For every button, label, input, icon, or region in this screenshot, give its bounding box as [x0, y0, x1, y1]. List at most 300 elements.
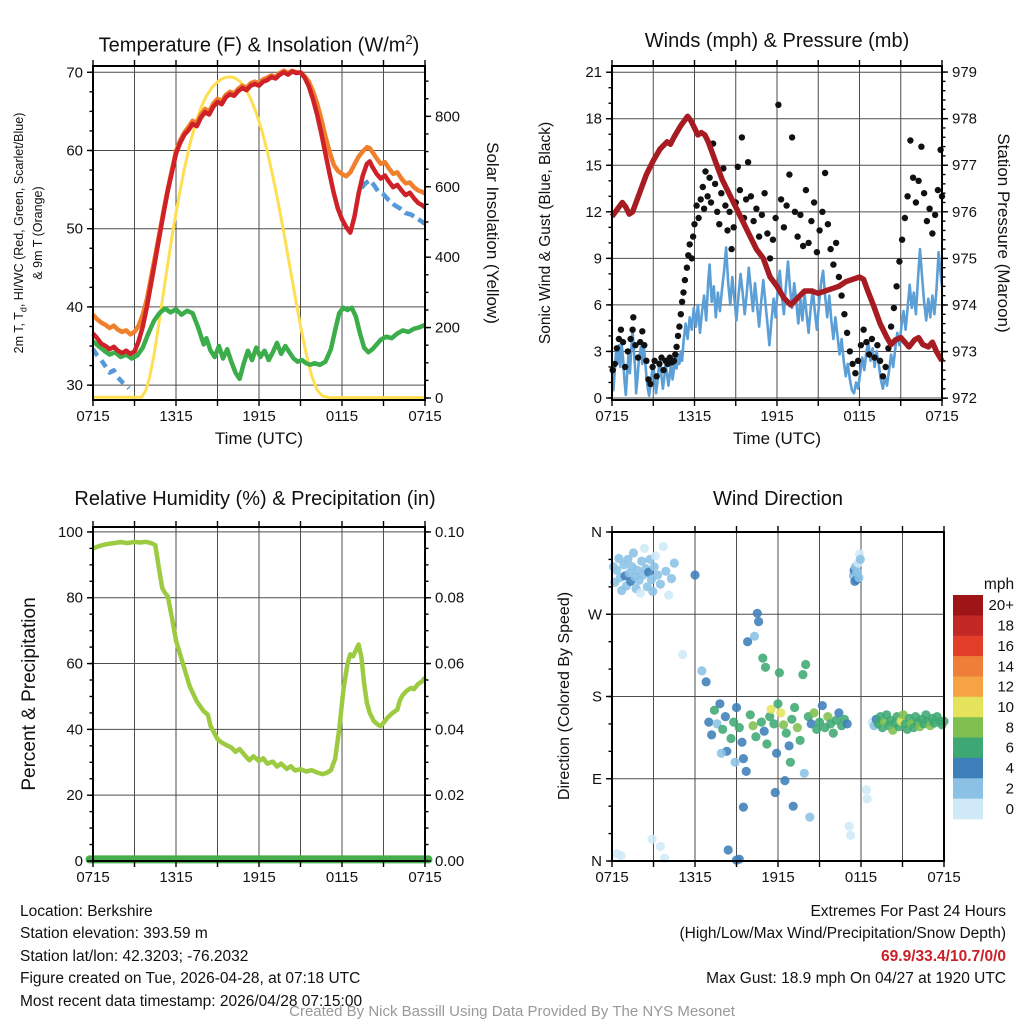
gust-dots	[794, 233, 800, 239]
gust-dots	[759, 212, 765, 218]
tick-label: 8	[1005, 719, 1014, 737]
axis-label-text: & 9m T (Orange)	[30, 186, 45, 280]
gust-dots	[639, 328, 645, 334]
gust-dots	[714, 209, 720, 215]
wind-direction-scatter	[718, 725, 727, 734]
gust-dots	[750, 218, 756, 224]
gust-dots	[701, 206, 707, 212]
wind-direction-scatter	[775, 668, 784, 677]
gust-dots	[888, 323, 894, 329]
tick-label: 1915	[761, 869, 795, 886]
gust-dots	[932, 212, 938, 218]
colorbar-cell	[953, 717, 983, 738]
gust-dots	[838, 292, 844, 298]
colorbar-cell	[953, 656, 983, 677]
gust-dots	[836, 274, 842, 280]
tick-label: 20+	[988, 597, 1014, 615]
temperature-chart-title	[99, 32, 420, 58]
wind-direction-scatter	[661, 567, 670, 576]
wind-direction-scatter	[749, 721, 758, 730]
gust-dots	[700, 184, 706, 190]
gust-dots	[756, 233, 762, 239]
tick-label: 0.08	[435, 589, 465, 607]
tick-label: 974	[952, 296, 978, 314]
extremes-subtitle: (High/Low/Max Wind/Precipitation/Snow Depth)	[679, 925, 1006, 943]
wind-direction-scatter	[724, 845, 733, 854]
colorbar-cell	[953, 778, 983, 799]
temperature-x-axis-label: Time (UTC)	[214, 429, 304, 448]
extremes-block	[680, 901, 1007, 991]
wind-direction-scatter	[690, 570, 699, 579]
gust-dots	[814, 249, 820, 255]
tick-label: 18	[997, 617, 1014, 635]
tick-label: 10	[997, 699, 1014, 716]
gust-dots	[907, 137, 913, 143]
gust-dots	[858, 342, 864, 348]
pressure-right-axis-label: Station Pressure (Maroon)	[994, 133, 1013, 333]
wind-direction-scatter	[667, 574, 676, 583]
wind-left-axis-label: Sonic Wind & Gust (Blue, Black)	[537, 121, 554, 345]
colorbar-cell	[953, 758, 983, 779]
tick-label: 0.04	[435, 721, 465, 739]
gust-dots	[654, 373, 660, 379]
wind-direction-scatter	[704, 718, 713, 727]
tick-label: 0715	[595, 408, 629, 425]
wind-direction-scatter	[793, 723, 802, 732]
wind-direction-scatter	[648, 835, 657, 844]
tick-label: 0715	[927, 869, 961, 886]
wind-direction-scatter	[653, 570, 662, 579]
tick-label: 21	[585, 64, 602, 82]
tick-label: W	[587, 606, 602, 624]
gust-dots	[698, 196, 704, 202]
gust-dots	[896, 258, 902, 264]
gust-dots	[913, 199, 919, 205]
gust-dots	[852, 370, 858, 376]
gust-dots	[783, 202, 789, 208]
gust-dots	[728, 246, 734, 252]
wind-direction-scatter	[773, 699, 782, 708]
tick-label: 979	[952, 64, 978, 82]
gust-dots	[722, 202, 728, 208]
humidity-chart-title: Relative Humidity (%) & Precipitation (in)	[74, 488, 436, 510]
wind-direction-chart-title: Wind Direction	[712, 488, 844, 510]
wind-direction-scatter	[757, 718, 766, 727]
gust-dots	[816, 227, 822, 233]
tick-label: 2	[1005, 780, 1014, 798]
wind-direction-scatter	[751, 732, 760, 741]
wind-direction-scatter	[664, 591, 673, 600]
tick-label: 1315	[677, 408, 712, 425]
tick-label: 0115	[325, 869, 359, 886]
gust-dots	[625, 348, 631, 354]
gust-dots	[844, 330, 850, 336]
tick-label: 0.00	[435, 853, 465, 870]
gust-dots	[672, 351, 678, 357]
gust-dots	[893, 283, 899, 289]
tick-label: 60	[66, 655, 83, 673]
gust-dots	[649, 364, 655, 370]
wind-direction-scatter	[648, 587, 657, 596]
tick-label: 0715	[76, 869, 110, 886]
tick-label: 0115	[843, 408, 876, 425]
gust-dots	[929, 230, 935, 236]
wind-direction-scatter	[771, 788, 780, 797]
tick-label: 1915	[242, 869, 276, 886]
gust-dots	[629, 327, 635, 333]
tick-label: 4	[1005, 760, 1014, 778]
tick-label: 200	[435, 319, 461, 337]
winds-chart-title: Winds (mph) & Pressure (mb)	[644, 30, 910, 52]
tick-label: 1315	[159, 408, 193, 425]
gust-dots	[926, 206, 932, 212]
tick-label: N	[591, 524, 602, 541]
direction-left-axis-label: Direction (Colored By Speed)	[556, 591, 573, 801]
gust-dots	[718, 190, 724, 196]
humidity-left-axis-label: Percent & Precipitation	[19, 597, 40, 791]
colorbar-cell	[953, 799, 983, 820]
wind-direction-scatter	[735, 723, 744, 732]
gust-dots	[739, 134, 745, 140]
gust-dots	[691, 221, 697, 227]
colorbar-cell	[953, 738, 983, 759]
credit-line: Created By Nick Bassill Using Data Provided By The NYS Mesonet	[289, 1003, 735, 1020]
wind-direction-scatter	[843, 719, 852, 728]
wind-direction-scatter	[753, 609, 762, 618]
tick-label: 0	[593, 389, 602, 407]
tick-label: E	[591, 770, 602, 788]
gust-dots	[671, 358, 677, 364]
tick-label: 70	[66, 64, 83, 82]
wind-direction-scatter	[707, 730, 716, 739]
wind-direction-scatter	[785, 741, 794, 750]
tick-label: 973	[952, 343, 978, 361]
tick-label: 400	[435, 249, 461, 267]
wind-direction-scatter	[731, 758, 740, 767]
colorbar-cell	[953, 677, 983, 698]
gust-dots	[753, 206, 759, 212]
wind-direction-chart	[512, 470, 1024, 910]
tick-label: 1915	[760, 408, 794, 425]
recent-data-timestamp: Most recent data timestamp: 2026/04/28 07:15:00	[20, 992, 363, 1010]
tick-label: 0115	[844, 869, 878, 886]
gust-dots	[614, 345, 620, 351]
tick-label: 972	[952, 390, 978, 408]
wind-direction-scatter	[863, 794, 872, 803]
gust-dots	[682, 277, 688, 283]
wind-direction-scatter	[862, 785, 871, 794]
gust-dots	[827, 246, 833, 252]
station-location: Location: Berkshire	[20, 903, 153, 920]
gust-dots	[781, 224, 787, 230]
wind-direction-scatter	[801, 660, 810, 669]
gust-dots	[882, 364, 888, 370]
wind-direction-scatter	[656, 580, 665, 589]
gust-dots	[915, 178, 921, 184]
wind-direction-scatter	[845, 822, 854, 831]
wind-direction-scatter	[772, 749, 781, 758]
wind-direction-scatter	[697, 666, 706, 675]
wind-direction-scatter	[780, 776, 789, 785]
wind-direction-scatter	[761, 663, 770, 672]
tick-label: 0	[435, 389, 444, 407]
colorbar-title: mph	[983, 576, 1015, 593]
speed-colorbar	[953, 595, 1014, 819]
tick-label: 0	[1005, 800, 1014, 818]
wind-direction-scatter	[717, 749, 726, 758]
gust-dots	[689, 255, 695, 261]
gust-dots	[924, 218, 930, 224]
gust-dots	[871, 354, 877, 360]
tick-label: 600	[435, 178, 461, 196]
tick-label: 40	[66, 298, 83, 316]
gust-dots	[643, 358, 649, 364]
wind-direction-scatter	[760, 727, 769, 736]
tick-label: 978	[952, 110, 978, 128]
winds-x-axis-label: Time (UTC)	[732, 429, 822, 448]
wind-direction-scatter	[743, 637, 752, 646]
gust-dots	[647, 381, 653, 387]
gust-dots	[761, 190, 767, 196]
gust-dots	[695, 215, 701, 221]
gust-dots	[622, 364, 628, 370]
tick-label: 0.06	[435, 655, 465, 673]
gust-dots	[748, 193, 754, 199]
tick-label: 975	[952, 250, 978, 268]
wind-direction-scatter	[726, 734, 735, 743]
tick-label: 0.10	[435, 523, 465, 541]
gust-dots	[877, 358, 883, 364]
gust-dots	[860, 327, 866, 333]
gust-dots	[880, 373, 886, 379]
temperature-insolation-plot-area	[66, 60, 460, 425]
temperature-insolation-chart	[0, 0, 512, 470]
wind-direction-scatter	[786, 758, 795, 767]
axis-label-text: , HI/WC (Red, Green, Scarlet/Blue)	[11, 112, 26, 308]
tick-label: 15	[585, 157, 602, 175]
gust-dots	[764, 230, 770, 236]
gust-dots	[891, 305, 897, 311]
tick-label: 12	[585, 203, 602, 221]
gust-dots	[684, 265, 690, 271]
gust-dots	[618, 327, 624, 333]
wind-direction-scatter	[754, 617, 763, 626]
gust-dots	[737, 187, 743, 193]
wind-direction-scatter	[782, 729, 791, 738]
gust-dots	[904, 193, 910, 199]
gust-dots	[745, 159, 751, 165]
colorbar-cell	[953, 636, 983, 657]
wind-direction-scatter	[636, 589, 645, 598]
station-info-block	[20, 901, 362, 1013]
wind-direction-scatter	[818, 701, 827, 710]
tick-label: 0715	[925, 408, 959, 425]
wind-direction-scatter	[742, 767, 751, 776]
gust-dots	[910, 175, 916, 181]
gust-dots	[706, 175, 712, 181]
extremes-values: 69.9/33.4/10.7/0/0	[881, 947, 1006, 965]
tick-label: 800	[435, 108, 461, 126]
tick-label: 80	[66, 589, 83, 607]
wind-direction-scatter	[779, 720, 788, 729]
title-superscript: 2	[405, 32, 413, 47]
gust-dots	[792, 209, 798, 215]
wind-direction-scatter	[776, 708, 785, 717]
tick-label: 3	[593, 343, 602, 361]
gust-dots	[635, 354, 641, 360]
tick-label: 1915	[242, 408, 276, 425]
wind-direction-scatter	[787, 715, 796, 724]
tick-label: 1315	[678, 869, 712, 886]
title-text: Temperature (F) & Insolation (W/m	[98, 34, 406, 57]
gust-dots	[899, 237, 905, 243]
gust-dots	[789, 134, 795, 140]
wind-direction-scatter	[737, 738, 746, 747]
gust-dots	[702, 168, 708, 174]
wind-direction-scatter	[789, 802, 798, 811]
tick-label: 14	[997, 658, 1014, 676]
wind-direction-scatter	[790, 703, 799, 712]
gust-dots	[918, 144, 924, 150]
wind-direction-scatter	[739, 803, 748, 812]
gust-dots	[775, 102, 781, 108]
gust-dots	[627, 336, 633, 342]
gust-dots	[800, 243, 806, 249]
gust-dots	[678, 311, 684, 317]
colorbar-cell	[953, 615, 983, 636]
gust-dots	[687, 241, 693, 247]
figure-created-timestamp: Figure created on Tue, 2026-04-28, at 07:18 UTC	[20, 970, 361, 988]
gust-dots	[767, 255, 773, 261]
gust-dots	[833, 240, 839, 246]
wind-direction-scatter	[629, 548, 638, 557]
wind-direction-plot-area	[588, 524, 1014, 886]
wind-direction-scatter	[746, 710, 755, 719]
wind-direction-scatter	[800, 769, 809, 778]
colorbar-cell	[953, 595, 983, 616]
station-elevation: Station elevation: 393.59 m	[20, 925, 208, 943]
tick-label: 16	[997, 637, 1014, 655]
tick-label: 0715	[76, 408, 110, 425]
gust-dots	[841, 311, 847, 317]
gust-dots	[830, 261, 836, 267]
wind-direction-scatter	[715, 699, 724, 708]
gust-dots	[770, 237, 776, 243]
winds-pressure-chart	[512, 0, 1024, 470]
insolation-right-axis-label: Solar Insolation (Yellow)	[483, 142, 502, 324]
gust-dots	[735, 164, 741, 170]
gust-dots	[863, 339, 869, 345]
tick-label: 50	[66, 220, 83, 238]
tick-label: 6	[1005, 739, 1014, 757]
wind-direction-scatter	[678, 650, 687, 659]
gust-dots	[786, 171, 792, 177]
tick-label: 100	[57, 523, 83, 541]
wind-direction-scatter	[651, 551, 660, 560]
tick-label: 0	[74, 853, 83, 870]
wind-direction-scatter	[640, 544, 649, 553]
title-text: )	[412, 34, 420, 57]
humidity-precip-plot-area	[58, 521, 464, 886]
gust-dots	[935, 187, 941, 193]
gust-dots	[712, 181, 718, 187]
gust-dots	[726, 209, 732, 215]
tick-label: 0.02	[435, 787, 465, 805]
tick-label: 0115	[325, 408, 359, 425]
tick-label: 1315	[159, 869, 193, 886]
temperature-left-axis-label	[12, 113, 45, 354]
gust-dots	[819, 209, 825, 215]
gust-dots	[869, 336, 875, 342]
wind-direction-scatter	[656, 842, 665, 851]
wind-direction-scatter	[702, 677, 711, 686]
tick-label: 30	[66, 377, 83, 395]
tick-label: 0715	[595, 869, 629, 886]
tick-label: 977	[952, 157, 978, 175]
gust-dots	[675, 333, 681, 339]
humidity-precip-chart	[0, 470, 512, 910]
wind-direction-scatter	[809, 708, 818, 717]
gust-dots	[708, 199, 714, 205]
gust-dots	[855, 358, 861, 364]
gust-dots	[679, 299, 685, 305]
gust-dots	[811, 199, 817, 205]
tick-label: 12	[997, 678, 1014, 696]
tick-label: S	[591, 688, 602, 706]
gust-dots	[731, 224, 737, 230]
gust-dots	[630, 314, 636, 320]
max-gust-value: Max Gust: 18.9 mph On 04/27 at 1920 UTC	[706, 970, 1006, 988]
gust-dots	[797, 212, 803, 218]
wind-direction-scatter	[721, 712, 730, 721]
gust-dots	[641, 342, 647, 348]
wind-direction-scatter	[829, 729, 838, 738]
gust-dots	[921, 190, 927, 196]
gust-dots	[660, 367, 666, 373]
tick-label: 0715	[408, 408, 442, 425]
station-latlon: Station lat/lon: 42.3203; -76.2032	[20, 947, 249, 965]
gust-dots	[724, 227, 730, 233]
winds-pressure-plot-area	[585, 60, 977, 425]
gust-dots	[866, 351, 872, 357]
tick-label: 9	[593, 250, 602, 268]
wind-direction-scatter	[762, 739, 771, 748]
wind-direction-scatter	[796, 736, 805, 745]
gust-dots	[693, 202, 699, 208]
gust-dots	[808, 218, 814, 224]
gust-dots	[680, 289, 686, 295]
axis-label-text: 2m T, T	[11, 312, 26, 354]
gust-dots	[778, 196, 784, 202]
gust-dots	[676, 323, 682, 329]
tick-label: 20	[66, 787, 83, 805]
gust-dots	[822, 170, 828, 176]
extremes-title: Extremes For Past 24 Hours	[810, 903, 1006, 920]
wind-direction-scatter	[846, 831, 855, 840]
wind-direction-scatter	[650, 562, 659, 571]
gust-dots	[673, 344, 679, 350]
wind-direction-scatter	[616, 851, 625, 860]
gust-dots	[803, 187, 809, 193]
gust-dots	[825, 221, 831, 227]
tick-label: N	[591, 853, 602, 870]
gust-dots	[902, 215, 908, 221]
gust-dots	[874, 342, 880, 348]
wind-direction-scatter	[854, 573, 863, 582]
wind-direction-scatter	[798, 670, 807, 679]
axis-label-subscript: d	[18, 307, 29, 313]
gust-dots	[656, 361, 662, 367]
